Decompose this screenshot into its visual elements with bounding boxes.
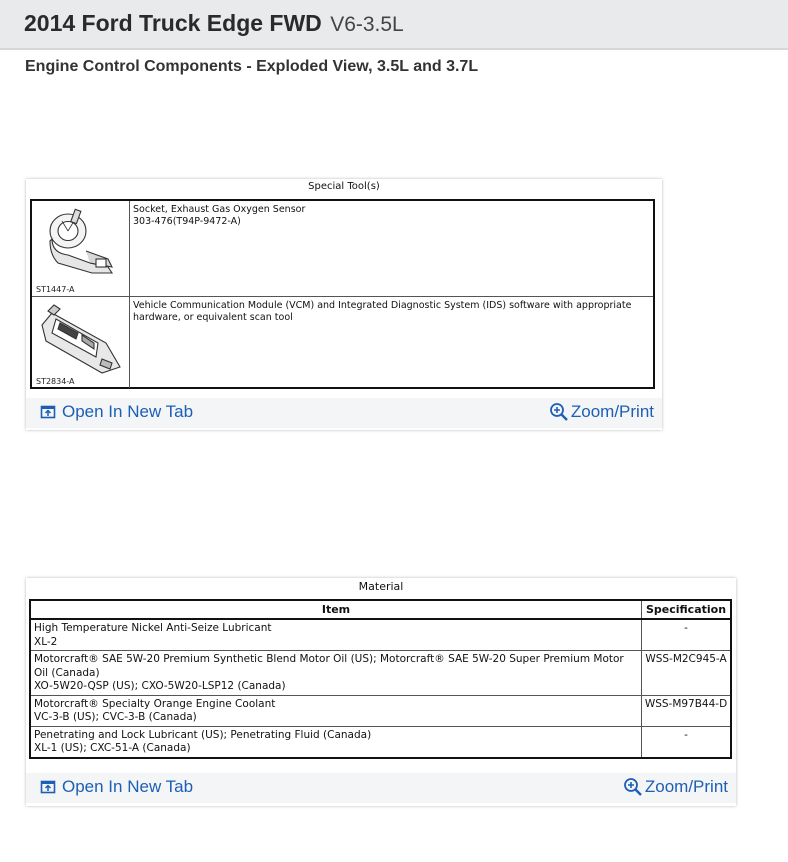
spec-cell: WSS-M2C945-A bbox=[642, 651, 732, 696]
item-code: XO-5W20-QSP (US); CXO-5W20-LSP12 (Canada) bbox=[34, 680, 286, 692]
spec-cell: - bbox=[642, 726, 732, 758]
vcm-scan-tool-icon bbox=[38, 303, 124, 375]
material-card bbox=[26, 578, 736, 806]
material-actions bbox=[26, 773, 736, 803]
special-tools-actions bbox=[26, 398, 662, 428]
item-name: High Temperature Nickel Anti-Seize Lubricant bbox=[34, 622, 272, 634]
material-table bbox=[29, 599, 732, 759]
item-cell bbox=[30, 619, 642, 651]
vehicle-model: 2014 Ford Truck Edge FWD bbox=[24, 10, 322, 36]
item-code: VC-3-B (US); CVC-3-B (Canada) bbox=[34, 711, 197, 723]
vehicle-title bbox=[24, 10, 404, 37]
open-in-new-tab-link[interactable] bbox=[40, 402, 193, 422]
open-in-new-tab-label: Open In New Tab bbox=[62, 402, 194, 421]
oxygen-sensor-socket-icon bbox=[38, 207, 120, 277]
item-name: Penetrating and Lock Lubricant (US); Penetrating Fluid (Canada) bbox=[34, 728, 372, 741]
tool-number: 303-476(T94P-9472-A) bbox=[133, 216, 241, 227]
tool-code: ST1447-A bbox=[36, 285, 75, 294]
table-row bbox=[30, 619, 731, 651]
tool-row bbox=[32, 297, 653, 388]
table-row bbox=[30, 695, 731, 726]
tool-name: Vehicle Communication Module (VCM) and Integrated Diagnostic System (IDS) software with appropriate hardware, or equivalent scan tool bbox=[133, 300, 632, 323]
engine-label: V6-3.5L bbox=[330, 13, 404, 36]
spec-cell: WSS-M97B44-D bbox=[642, 695, 732, 726]
item-cell bbox=[30, 695, 642, 726]
tool-description bbox=[130, 201, 305, 296]
tool-row bbox=[32, 201, 653, 297]
item-code: XL-1 (US); CXC-51-A (Canada) bbox=[34, 742, 191, 754]
special-tools-table bbox=[30, 199, 655, 389]
item-code: XL-2 bbox=[34, 635, 58, 648]
tool-name: Socket, Exhaust Gas Oxygen Sensor bbox=[133, 204, 306, 215]
page-header bbox=[0, 0, 788, 50]
item-cell bbox=[30, 651, 642, 696]
tool-image-cell bbox=[32, 201, 130, 296]
zoom-print-link[interactable] bbox=[623, 777, 728, 797]
special-tools-caption: Special Tool(s) bbox=[308, 181, 380, 192]
open-in-new-tab-link[interactable] bbox=[40, 777, 193, 797]
tool-description bbox=[130, 297, 653, 388]
zoom-print-label: Zoom/Print bbox=[644, 777, 728, 796]
item-name: Motorcraft® SAE 5W-20 Premium Synthetic Blend Motor Oil (US); Motorcraft® SAE 5W-20 Super Premium Motor Oil (Canada) bbox=[34, 653, 624, 679]
zoom-print-link[interactable] bbox=[549, 402, 654, 422]
item-column-header: Item bbox=[30, 600, 642, 619]
tool-image-cell bbox=[32, 297, 130, 388]
tool-code: ST2834-A bbox=[36, 377, 75, 386]
material-header-row bbox=[30, 600, 731, 619]
special-tools-card bbox=[26, 179, 662, 430]
item-name: Motorcraft® Specialty Orange Engine Coolant bbox=[34, 697, 276, 710]
table-row bbox=[30, 651, 731, 696]
material-caption: Material bbox=[358, 580, 404, 593]
specification-column-header: Specification bbox=[642, 600, 732, 619]
zoom-in-icon bbox=[623, 777, 643, 797]
spec-cell: - bbox=[642, 619, 732, 651]
open-in-new-tab-icon bbox=[40, 779, 56, 795]
item-cell bbox=[30, 726, 642, 758]
open-in-new-tab-icon bbox=[40, 404, 56, 420]
table-row bbox=[30, 726, 731, 758]
open-in-new-tab-label: Open In New Tab bbox=[62, 777, 194, 796]
section-title: Engine Control Components - Exploded View, 3.5L and 3.7L bbox=[25, 58, 479, 75]
zoom-in-icon bbox=[549, 402, 569, 422]
zoom-print-label: Zoom/Print bbox=[570, 402, 654, 421]
